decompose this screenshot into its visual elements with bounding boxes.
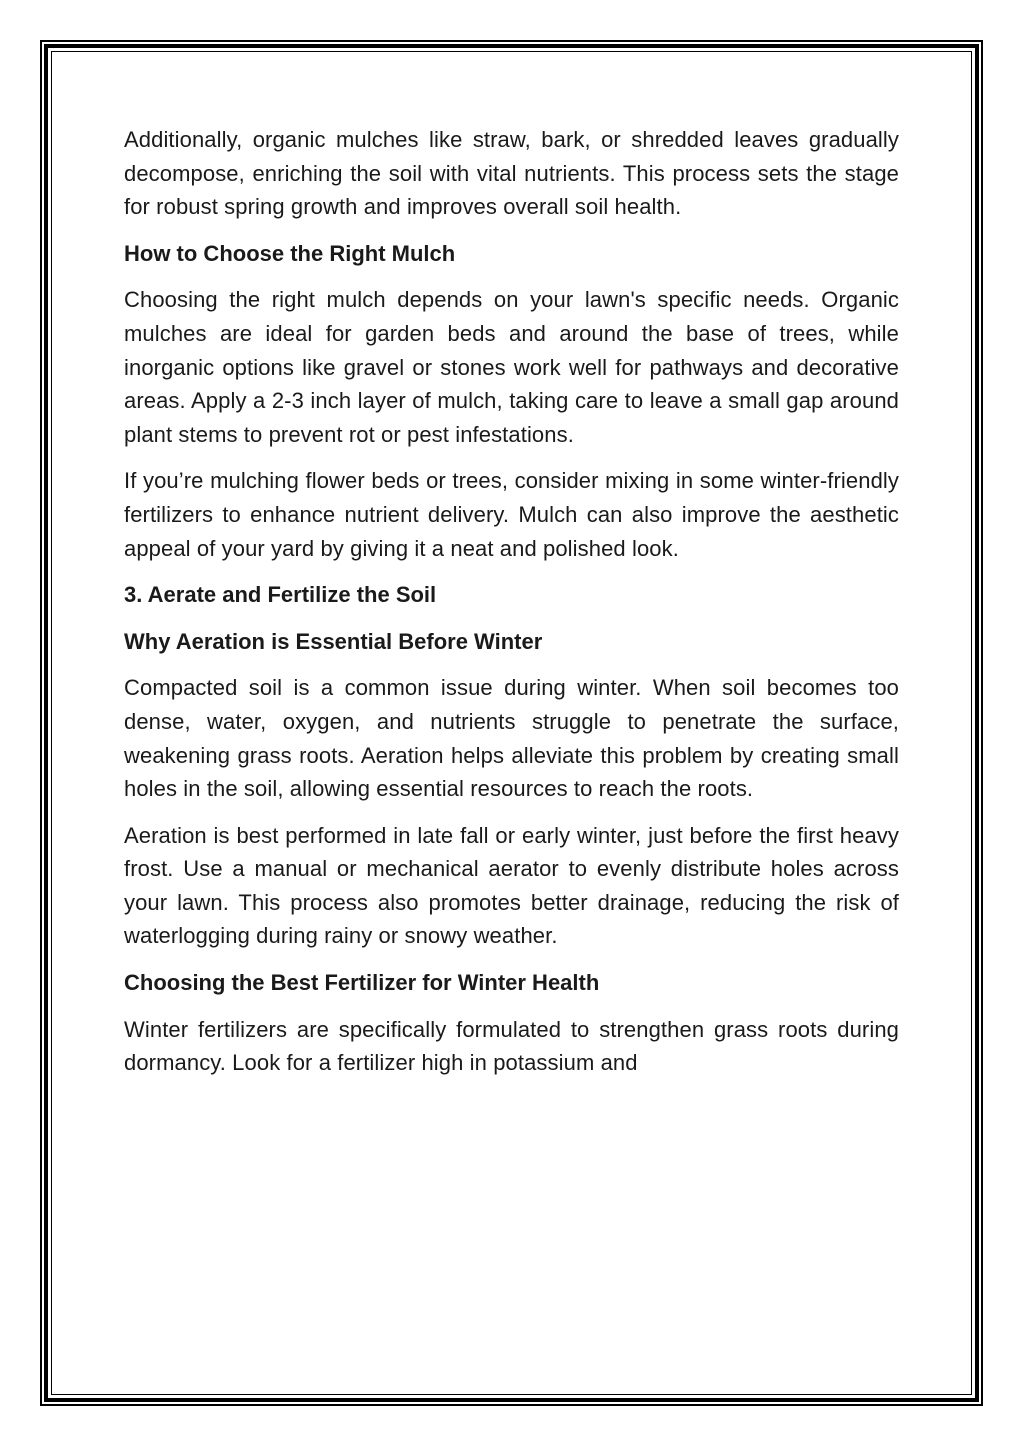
paragraph-mulching-flower-beds: If you’re mulching flower beds or trees, consider mixing in some winter-friendly fertilizers to enhance nutrient delivery. Mulch can also improve the aesthetic appeal of your yard by giving it a neat and polished look.: [124, 468, 899, 561]
heading-aerate-fertilize: 3. Aerate and Fertilize the Soil: [124, 582, 437, 608]
paragraph-organic-mulches: Additionally, organic mulches like straw, bark, or shredded leaves gradually decompose, enriching the soil with vital nutrients. This process sets the stage for robust spring growth and improves overall soil health.: [124, 127, 899, 220]
paragraph-compacted-soil: Compacted soil is a common issue during winter. When soil becomes too dense, water, oxygen, and nutrients struggle to penetrate the surface, weakening grass roots. Aeration helps alleviate this problem by creating small holes in the soil, allowing essential resources to reach the roots.: [124, 675, 899, 802]
document-body: [124, 123, 899, 1093]
heading-why-aeration: Why Aeration is Essential Before Winter: [124, 628, 543, 654]
heading-best-fertilizer: Choosing the Best Fertilizer for Winter Health: [124, 970, 600, 996]
paragraph-winter-fertilizers: Winter fertilizers are specifically formulated to strengthen grass roots during dormancy. Look for a fertilizer high in potassium and: [124, 1016, 899, 1076]
paragraph-aeration-timing: Aeration is best performed in late fall or early winter, just before the first heavy frost. Use a manual or mechanical aerator to evenly distribute holes across your lawn. This process also promotes better drainage, reducing the risk of waterlogging during rainy or snowy weather.: [124, 822, 899, 949]
paragraph-choosing-mulch: Choosing the right mulch depends on your lawn's specific needs. Organic mulches are ideal for garden beds and around the base of trees, while inorganic options like gravel or stones work well for pathways and decorative areas. Apply a 2-3 inch layer of mulch, taking care to leave a small gap around plant stems to prevent rot or pest infestations.: [124, 287, 899, 447]
heading-choose-mulch: How to Choose the Right Mulch: [124, 240, 456, 266]
